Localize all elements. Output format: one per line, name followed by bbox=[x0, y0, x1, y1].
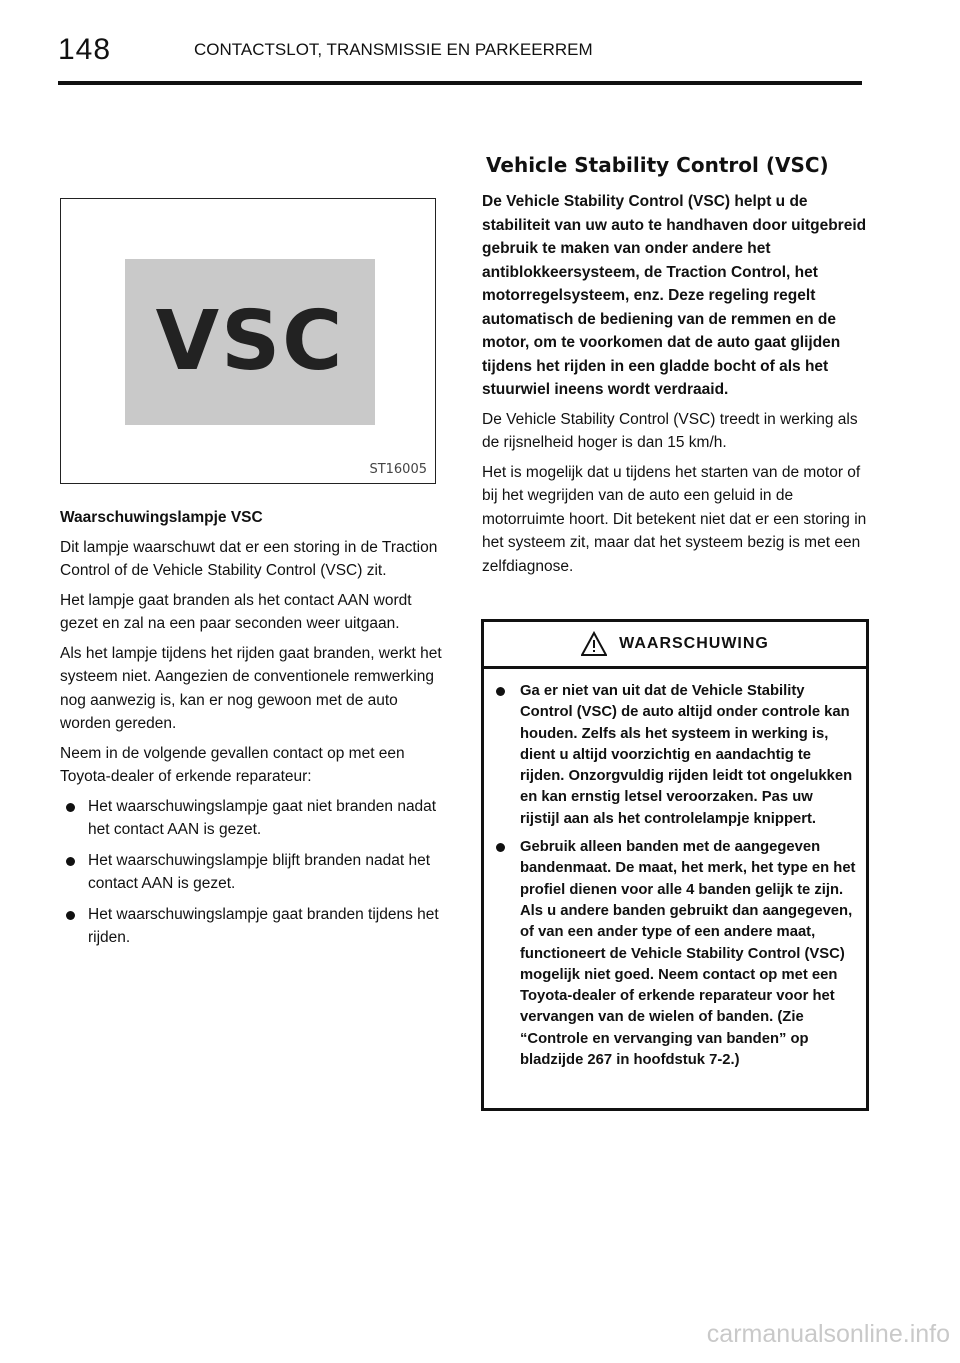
bullet-icon bbox=[66, 803, 75, 812]
paragraph: Het is mogelijk dat u tijdens het starten van de motor of bij het wegrijden van de auto een geluid in de motorruimte hoort. Dit betekent niet dat er een storing in het systeem zit, maar dat het systeem bezig is met een zelfdiagnose. bbox=[482, 463, 867, 575]
list-item bbox=[494, 837, 856, 1071]
paragraph: De Vehicle Stability Control (VSC) treedt in werking als de rijsnelheid hoger is dan 15 km/h. bbox=[482, 410, 858, 451]
lamp-subheading: Waarschuwingslampje VSC bbox=[60, 509, 263, 526]
paragraph: Neem in de volgende gevallen contact op met een Toyota-dealer of erkende reparateur: bbox=[60, 744, 405, 785]
right-column bbox=[482, 150, 867, 584]
intro-paragraph: De Vehicle Stability Control (VSC) helpt u de stabiliteit van uw auto te handhaven door uitgebreid gebruik te maken van onder andere het antiblokkeersysteem, de Traction Control, het motorregelsysteem, enz. Deze regeling regelt automatisch de bediening van de remmen en de motor, om te voorkomen dat de auto gaat glijden tijdens het rijden in een gladde bocht of als het stuurwiel ineens wordt verdraaid. bbox=[482, 193, 867, 398]
list-item-text: Het waarschuwingslampje gaat branden tijdens het rijden. bbox=[88, 905, 439, 946]
lamp-label: VSC bbox=[155, 294, 345, 389]
paragraph: Dit lampje waarschuwt dat er een storing in de Traction Control of de Vehicle Stability Control (VSC) zit. bbox=[60, 538, 438, 579]
list-item-text: Het waarschuwingslampje blijft branden nadat het contact AAN is gezet. bbox=[88, 851, 431, 892]
header-rule bbox=[58, 81, 862, 85]
bullet-icon bbox=[496, 843, 505, 852]
warning-box bbox=[481, 619, 869, 1111]
list-item bbox=[494, 681, 856, 830]
vsc-warning-lamp bbox=[125, 259, 375, 425]
chapter-title: CONTACTSLOT, TRANSMISSIE EN PARKEERREM bbox=[194, 40, 593, 59]
warning-body bbox=[484, 669, 866, 1071]
vsc-indicator-figure bbox=[60, 198, 436, 484]
warning-triangle-icon bbox=[581, 631, 607, 657]
figure-code: ST16005 bbox=[369, 462, 427, 477]
bullet-icon bbox=[496, 687, 505, 696]
list-item-text: Gebruik alleen banden met de aangegeven bandenmaat. De maat, het merk, het type en het profiel dienen voor alle 4 banden gelijk te zijn. Als u andere banden gebruikt dan aangegeven, of van een ander type of een andere maat, functioneert de Vehicle Stability Control (VSC) mogelijk niet goed. Neem contact op met een Toyota-dealer of erkende reparateur voor het vervangen van de wielen of banden. (Zie “Controle en vervanging van banden” op bladzijde 267 in hoofdstuk 7-2.) bbox=[520, 839, 856, 1069]
list-item-text: Ga er niet van uit dat de Vehicle Stability Control (VSC) de auto altijd onder controle kan houden. Zelfs als het systeem in werking is, dient u altijd voorzichtig en aandachtig te rijden. Onzorgvuldig rijden leidt tot ongelukken en kan ernstig letsel veroorzaken. Pas uw rijstijl aan als het controlelampje knippert. bbox=[520, 683, 853, 827]
list-item-text: Het waarschuwingslampje gaat niet branden nadat het contact AAN is gezet. bbox=[88, 797, 437, 838]
paragraph: Het lampje gaat branden als het contact AAN wordt gezet en zal na een paar seconden weer uitgaan. bbox=[60, 591, 412, 632]
bullet-icon bbox=[66, 857, 75, 866]
list-item bbox=[60, 849, 442, 896]
list-item bbox=[60, 795, 442, 842]
bullet-icon bbox=[66, 911, 75, 920]
paragraph: Als het lampje tijdens het rijden gaat branden, werkt het systeem niet. Aangezien de conventionele remwerking nog aanwezig is, kan er nog gewoon met de auto worden gereden. bbox=[60, 644, 442, 732]
page-number: 148 bbox=[58, 33, 112, 66]
list-item bbox=[60, 903, 442, 950]
page-header bbox=[58, 30, 862, 90]
left-column bbox=[60, 506, 442, 957]
warning-header bbox=[484, 622, 866, 669]
warning-title: WAARSCHUWING bbox=[619, 635, 769, 652]
warning-list bbox=[494, 681, 856, 1071]
watermark: carmanualsonline.info bbox=[706, 1320, 950, 1348]
section-title: Vehicle Stability Control (VSC) bbox=[486, 153, 829, 177]
dealer-conditions-list bbox=[60, 795, 442, 950]
